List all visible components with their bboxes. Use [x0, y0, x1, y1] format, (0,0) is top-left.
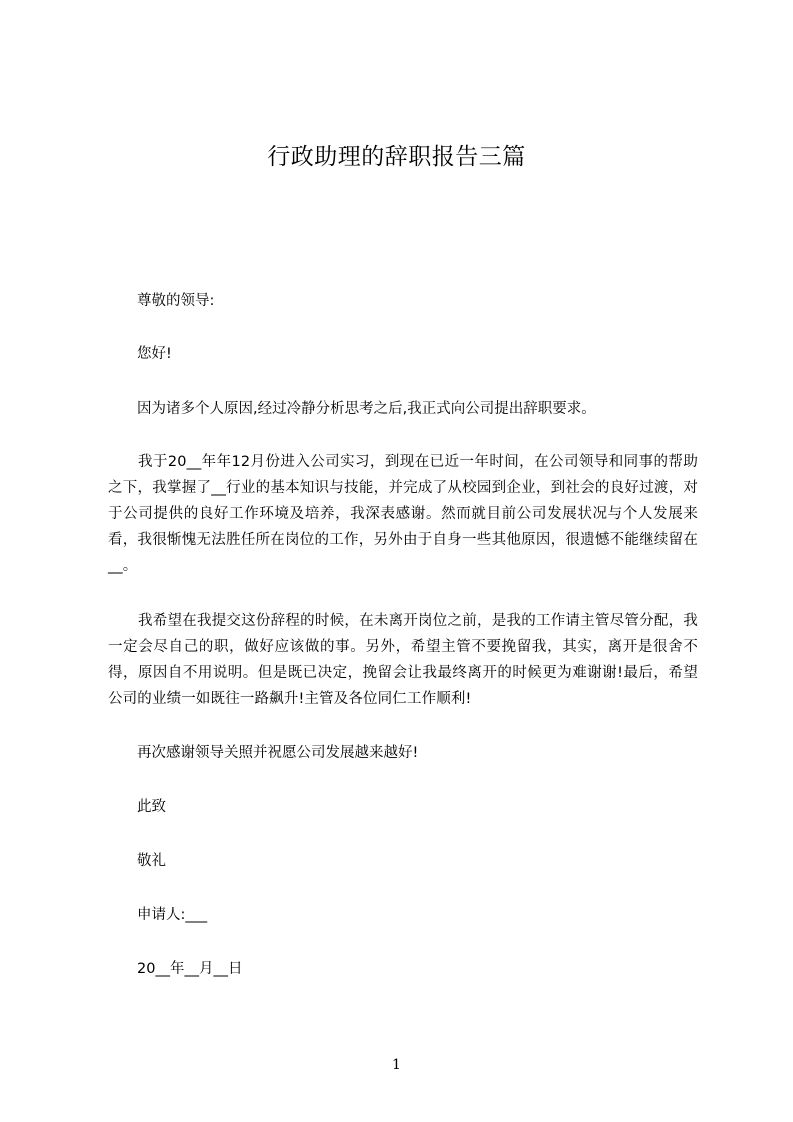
thanks-sentence: 再次感谢领导关照并祝愿公司发展越来越好!: [137, 745, 419, 761]
date-line: 20__年__月__日: [137, 961, 243, 977]
salutation: 尊敬的领导:: [137, 293, 215, 309]
body-paragraph-2: 我希望在我提交这份辞程的时候，在未离开岗位之前，是我的工作请主管尽管分配，我一定会尽自己的职，做好应该做的事。另外，希望主管不要挽留我，其实，离开是很舍不得，原因自不用说明。但是既已决定，挽留会让我最终离开的时候更为难谢谢!最后，希望公司的业绩一如既往一路飙升!主管及各位同仁工作顺利!: [108, 613, 698, 707]
body-paragraph-1: 我于20__年年12月份进入公司实习，到现在已近一年时间，在公司领导和同事的帮助之下，我掌握了__行业的基本知识与技能，并完成了从校园到企业，到社会的良好过渡，对于公司提供的良好工作环境及培养，我深表感谢。然而就目前公司发展状况与个人发展来看，我很惭愧无法胜任所在岗位的工作，另外由于自身一些其他原因，很遗憾不能继续留在__。: [108, 454, 698, 574]
greeting: 您好!: [137, 346, 172, 362]
applicant-line: 申请人:___: [137, 907, 208, 923]
intro-sentence: 因为诸多个人原因,经过冷静分析思考之后,我正式向公司提出辞职要求。: [137, 401, 596, 417]
closing-line-2: 敬礼: [137, 853, 166, 869]
closing-line-1: 此致: [137, 799, 166, 815]
page-number: 1: [392, 1057, 401, 1073]
document-title: 行政助理的辞职报告三篇: [267, 144, 526, 170]
